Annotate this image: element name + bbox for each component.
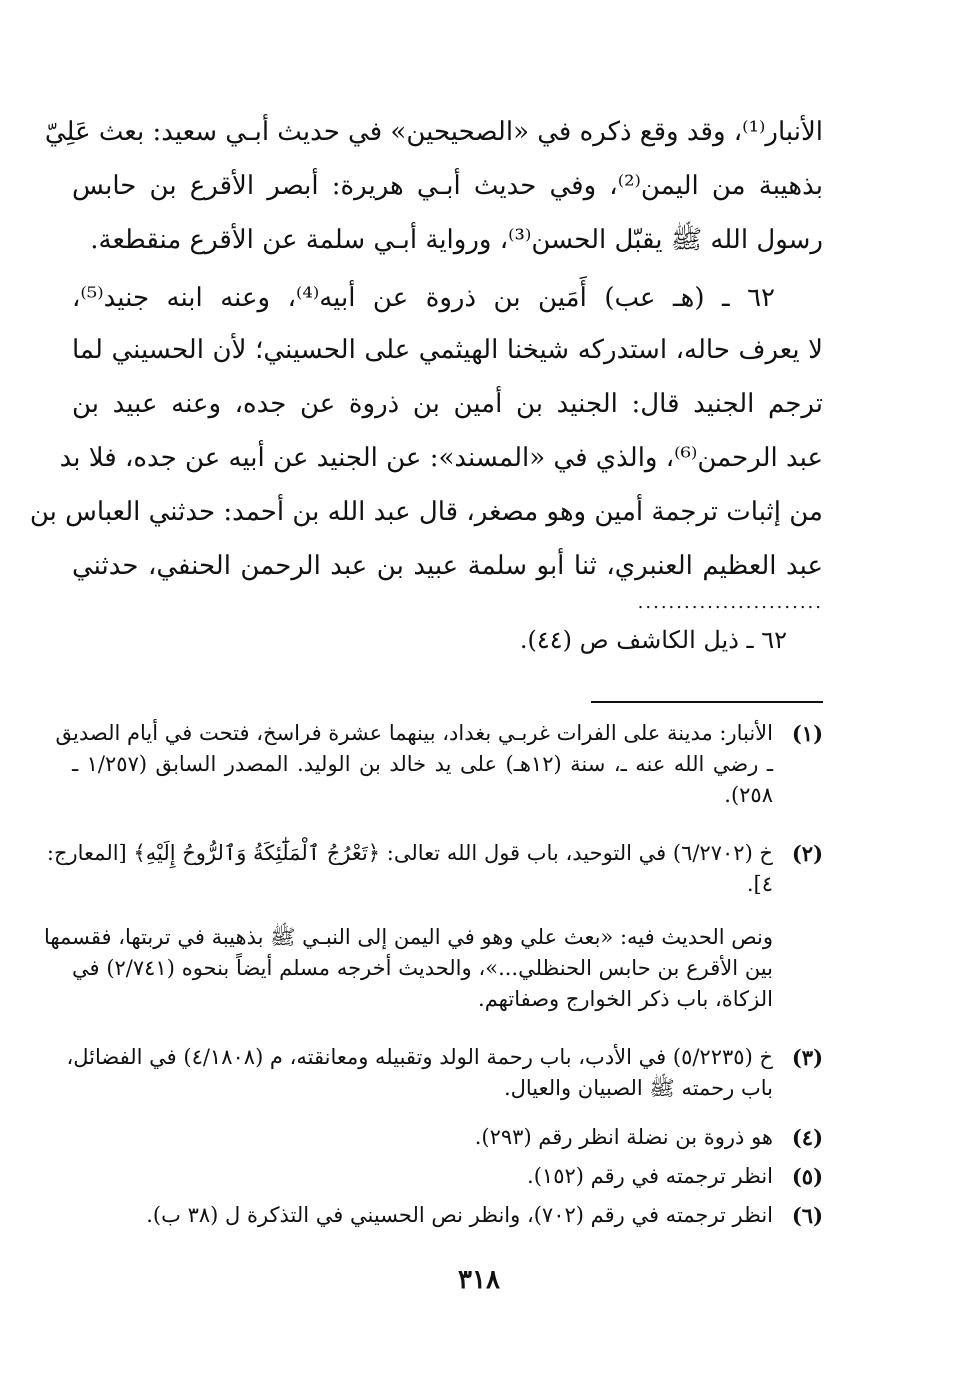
footnote-2 xyxy=(46,838,823,900)
reference-line: ٦٢ ـ ذيل الكاشف ص (٤٤). xyxy=(519,626,787,654)
footnote-line: باب رحمته ﷺ الصبيان والعيال. xyxy=(503,1076,773,1100)
footnote-3 xyxy=(66,1042,823,1104)
footnote-line: هو ذروة بن نضلة انظر رقم (٢٩٣). xyxy=(474,1125,773,1149)
footnote-line: ٤]. xyxy=(746,872,773,896)
footnote-number: (٢) xyxy=(791,841,823,866)
footnote-number: (٥) xyxy=(791,1164,823,1189)
footnote-line: انظر ترجمته في رقم (١٥٢). xyxy=(527,1164,773,1188)
entry-heading-line: ٦٢ ـ (هـ عب) أَمَين بن ذروة عن أبيه⁽⁴⁾، وعنه ابنه جنيد⁽⁵⁾، xyxy=(72,283,776,313)
footnote-4 xyxy=(72,1122,823,1153)
footnote-line: انظر ترجمته في رقم (٧٠٢)، وانظر نص الحسيني في التذكرة ل (٣٨ ب). xyxy=(146,1203,773,1227)
footnote-rule xyxy=(591,701,823,703)
footnote-line: ونص الحديث فيه: «بعث علي وهو في اليمن إلى النبـي ﷺ بذهيبة في تربتها، فقسمها xyxy=(43,925,773,949)
footnote-number: (٤) xyxy=(791,1125,823,1150)
footnote-line: خ (٦/٢٧٠٢) في التوحيد، باب قول الله تعالى: ﴿تَعْرُجُ ٱلْمَلَٰٓئِكَةُ وَٱلرُّوحُ إِلَيْهِ﴾ [المعارج: xyxy=(46,841,773,865)
main-text-line: الأنبار⁽¹⁾، وقد وقع ذكره في «الصحيحين» في حديث أبـي سعيد: بعث عَلِيّ xyxy=(44,117,823,147)
footnote-line: خ (٥/٢٢٣٥) في الأدب، باب رحمة الولد وتقبيله ومعانقته، م (٤/١٨٠٨) في الفضائل، xyxy=(66,1045,773,1069)
main-text-line: ترجم الجنيد قال: الجنيد بن أمين بن ذروة عن جده، وعنه عبيد بن xyxy=(72,389,823,419)
footnote-line: بين الأقرع بن حابس الحنظلي...»، والحديث أخرجه مسلم أيضاً بنحوه (٢/٧٤١) في xyxy=(72,956,773,980)
footnote-line: ـ رضي الله عنه ـ، سنة (١٢هـ) على يد خالد بن الوليد. المصدر السابق (١/٢٥٧ ـ xyxy=(72,752,773,776)
footnote-number: (٦) xyxy=(791,1203,823,1228)
footnote-number: (٣) xyxy=(791,1045,823,1070)
footnote-6 xyxy=(72,1200,823,1231)
footnote-number: (١) xyxy=(791,721,823,746)
main-text-line: عبد العظيم العنبري، ثنا أبو سلمة عبيد بن عبد الرحمن الحنفي، حدثني xyxy=(72,551,824,581)
main-text-line: عبد الرحمن⁽⁶⁾، والذي في «المسند»: عن الجنيد عن أبيه عن جده، فلا بد xyxy=(59,443,823,473)
main-text-line: بذهيبة من اليمن⁽²⁾، وفي حديث أبـي هريرة: أبصر الأقرع بن حابس xyxy=(72,171,823,201)
footnote-5 xyxy=(72,1161,823,1192)
main-text-line: رسول الله ﷺ يقبّل الحسن⁽³⁾، ورواية أبـي سلمة عن الأقرع منقطعة. xyxy=(90,225,823,255)
footnote-line: الزكاة، باب ذكر الخوارج وصفاتهم. xyxy=(478,987,773,1011)
main-text-line: من إثبات ترجمة أمين وهو مصغر، قال عبد الله بن أحمد: حدثني العباس بن xyxy=(29,497,823,527)
footnote-line: ٢٥٨). xyxy=(724,783,773,807)
page-number: ٣١٨ xyxy=(458,1265,500,1295)
footnote-line: الأنبار: مدينة على الفرات غربـي بغداد، بينهما عشرة فراسخ، فتحت في أيام الصديق xyxy=(55,721,773,745)
separator-dots: ........................ xyxy=(637,592,823,613)
footnote-2-continuation xyxy=(43,922,823,1015)
footnote-1 xyxy=(55,718,823,811)
main-text-line: لا يعرف حاله، استدركه شيخنا الهيثمي على الحسيني؛ لأن الحسيني لما xyxy=(72,335,823,365)
